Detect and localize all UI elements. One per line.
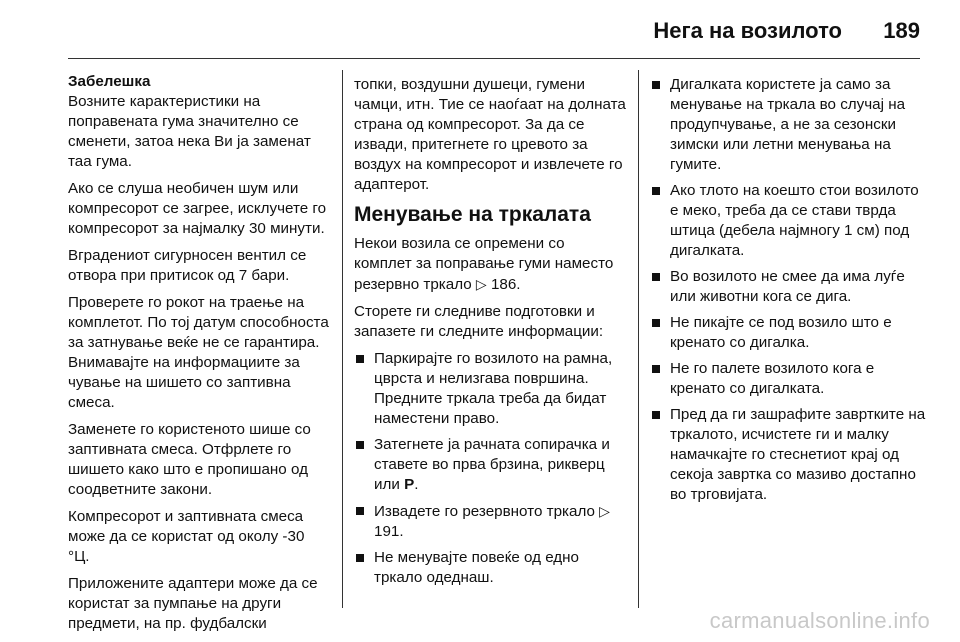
list-item-text: Ако тлото на коешто стои возилото е меко, треба да се стави тврда штица (дебела најмногу 1 см) под дигалката. (670, 182, 919, 259)
list-item-text: Затегнете ја рачната сопирачка и ставете во прва брзина, рикверц или (374, 436, 610, 493)
continuation-paragraph: топки, воздушни душеци, гумени чамци, итн. Тие се наоѓаат на долната страна од компресорот. За да се извади, притегнете го цревото за воздух на компресорот и извлечете го адаптерот. (354, 76, 626, 193)
paragraph: Заменете го користеното шише со заптивната смеса. Отфрлете го шишето како што е пропишано од соодветните закони. (68, 421, 311, 498)
intro-paragraph (354, 234, 626, 295)
gear-letter: P (404, 476, 415, 493)
list-item (650, 75, 928, 175)
note-text: Возните карактеристики на поправената гума значително се сменети, затоа нека Ви ја заменат таа гума. (68, 93, 311, 170)
square-bullet-icon (356, 554, 364, 562)
list-item-text: Дигалката користете ја само за менување на тркала во случај на продупчување, а не за сезонски зимски или летни менувања на гумите. (670, 76, 906, 173)
square-bullet-icon (652, 81, 660, 89)
list-item-ref: 191. (374, 523, 404, 540)
list-item (650, 359, 928, 399)
paragraph: Приложените адаптери може да се користат за пумпање на други предмети, на пр. фудбалски (68, 575, 318, 632)
square-bullet-icon (652, 273, 660, 281)
page-ref-icon: ▷ (599, 503, 610, 519)
list-item-text: Во возилото не смее да има луѓе или животни кога се дига. (670, 268, 905, 305)
page-number: 189 (883, 18, 920, 43)
square-bullet-icon (356, 441, 364, 449)
list-item (650, 313, 928, 353)
list-item-text: Не пикајте се под возило што е кренато со дигалка. (670, 314, 892, 351)
bullet-list (650, 75, 928, 505)
list-item-text: Не менувајте повеќе од едно тркало одеднаш. (374, 549, 580, 586)
list-item-text: Паркирајте го возилото на рамна, цврста и нелизгава површина. Предните тркала треба да бидат наместени право. (374, 350, 613, 427)
column-3 (650, 75, 928, 511)
paragraph: Проверете го рокот на траење на комплетот. По тој датум способноста за затнување веќе не се гарантира. Внимавајте на информациите за чување на шишето со заптивна смеса. (68, 294, 329, 411)
square-bullet-icon (652, 319, 660, 327)
page-header (0, 0, 960, 60)
intro-text: Некои возила се опремени со комплет за поправање гуми наместо резервно тркало (354, 235, 614, 293)
list-item (354, 349, 626, 429)
note-title: Забелешка (68, 73, 151, 90)
page-ref-icon: ▷ (475, 276, 487, 292)
list-item-end: . (414, 476, 419, 493)
column-divider-2 (638, 70, 639, 608)
square-bullet-icon (356, 355, 364, 363)
column-1 (68, 72, 330, 641)
square-bullet-icon (652, 365, 660, 373)
intro-ref: 186. (490, 276, 521, 293)
page-title: Нега на возилото (653, 18, 842, 43)
list-item (650, 405, 928, 505)
list-item-text: Извадете го резервното тркало (374, 503, 595, 520)
list-item (650, 181, 928, 261)
list-item-text: Пред да ги зашрафите завртките на тркалото, исчистете ги и малку намачкајте го стеснетиот крај од секоја завртка со мазиво достапно во трговијата. (670, 406, 926, 503)
bullet-list (354, 349, 626, 588)
paragraph: Компресорот и заптивната смеса може да се користат од околу -30 °Ц. (68, 508, 305, 565)
paragraph: Вградениот сигурносен вентил се отвора при притисок од 7 бари. (68, 247, 307, 284)
square-bullet-icon (652, 411, 660, 419)
list-item (354, 501, 626, 542)
list-item-text: Не го палете возилото кога е кренато со дигалката. (670, 360, 875, 397)
column-divider-1 (342, 70, 343, 608)
list-item (354, 435, 626, 495)
list-item (650, 267, 928, 307)
section-heading: Менување на тркалата (354, 203, 591, 226)
note-block (68, 72, 330, 172)
paragraph: Ако се слуша необичен шум или компресорот се загрее, исклучете го компресорот за најмалку 30 минути. (68, 180, 327, 237)
square-bullet-icon (652, 187, 660, 195)
intro-paragraph-2: Сторете ги следниве подготовки и запазете ги следните информации: (354, 303, 604, 340)
list-item (354, 548, 626, 588)
header-divider (68, 58, 920, 59)
watermark: carmanualsonline.info (709, 608, 930, 633)
column-2 (354, 75, 626, 594)
square-bullet-icon (356, 507, 364, 515)
